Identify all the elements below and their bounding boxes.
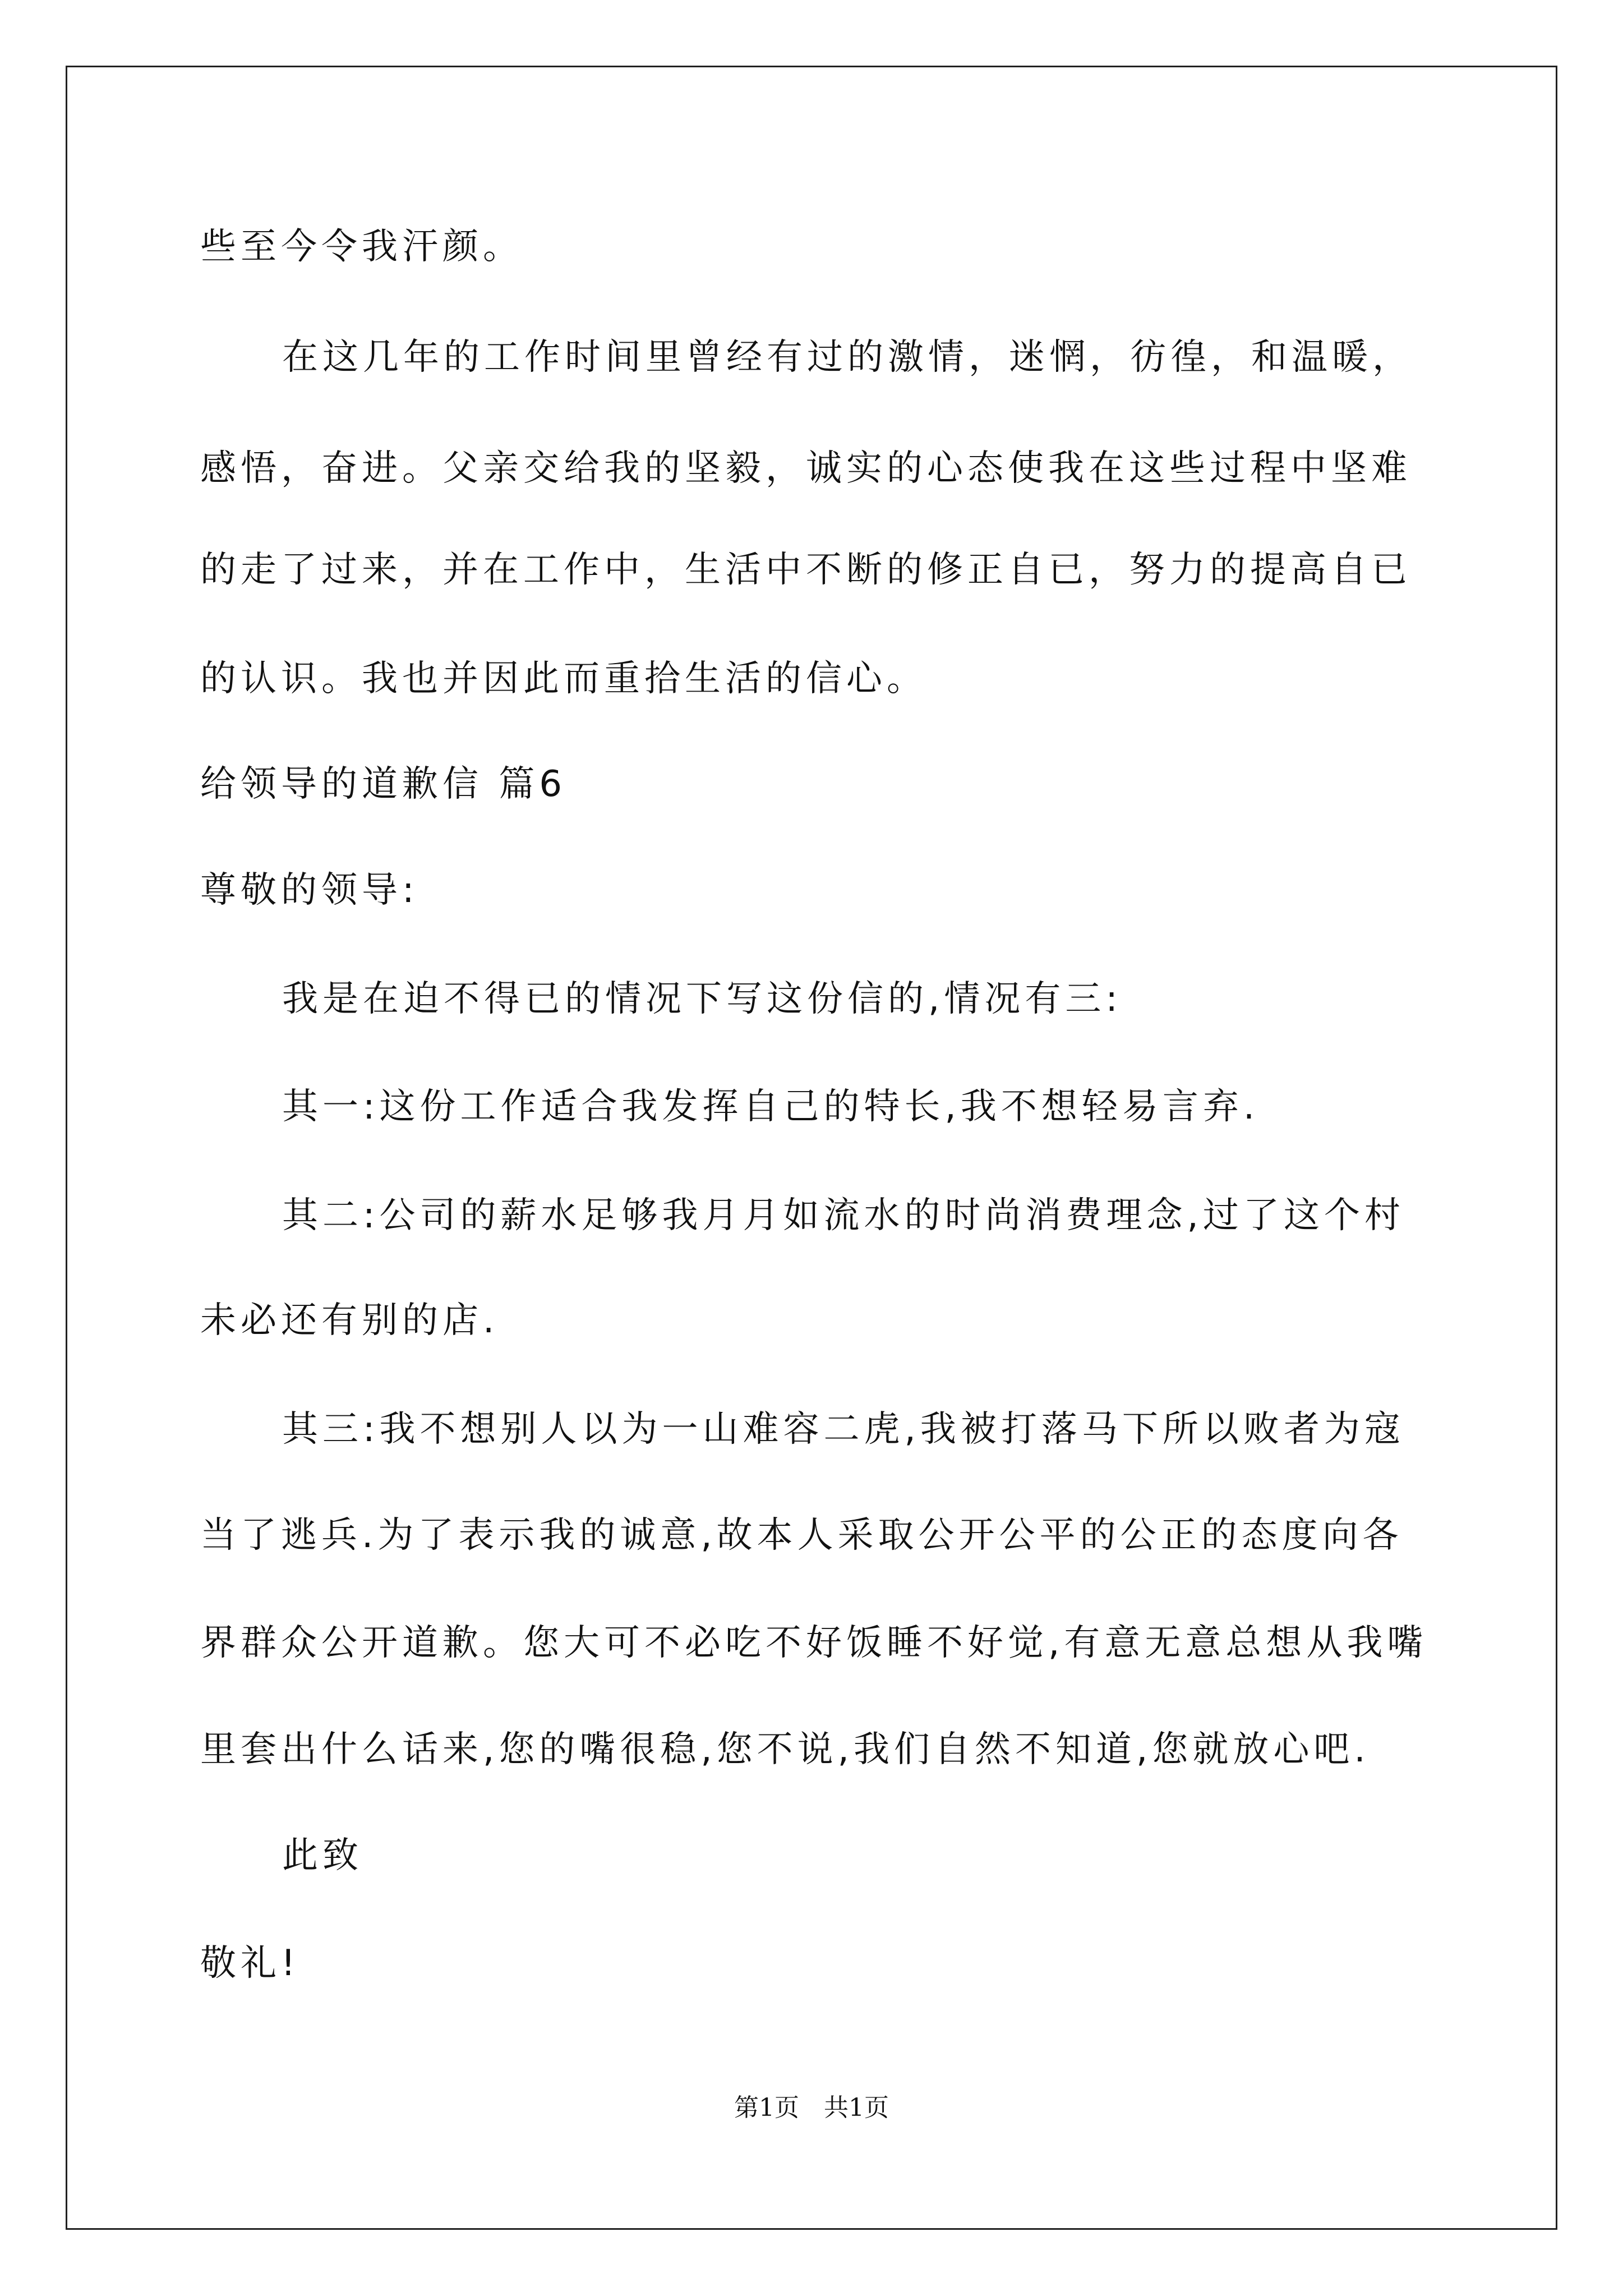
closing-regards: 敬礼! bbox=[200, 1943, 300, 1984]
section-heading: 给领导的道歉信 篇6 bbox=[200, 763, 567, 805]
text-line: 其一:这份工作适合我发挥自己的特长,我不想轻易言弃. bbox=[282, 1086, 1260, 1128]
text-line: 我是在迫不得已的情况下写这份信的,情况有三: bbox=[282, 978, 1122, 1020]
text-line: 些至今令我汗颜。 bbox=[200, 226, 523, 268]
text-line: 未必还有别的店. bbox=[200, 1300, 499, 1341]
text-line: 感悟，奋进。父亲交给我的坚毅，诚实的心态使我在这些过程中坚难 bbox=[200, 448, 1412, 489]
page-footer: 第1页 共1页 bbox=[734, 2093, 889, 2122]
text-line: 当了逃兵.为了表示我的诚意,故本人采取公开公平的公正的态度向各 bbox=[200, 1515, 1403, 1556]
closing-line: 此致 bbox=[282, 1835, 363, 1876]
text-line: 里套出什么话来,您的嘴很稳,您不说,我们自然不知道,您就放心吧. bbox=[200, 1729, 1370, 1770]
text-line: 在这几年的工作时间里曾经有过的激情，迷惘，彷徨，和温暖， bbox=[282, 337, 1413, 378]
text-line: 界群众公开道歉。您大可不必吃不好饭睡不好觉,有意无意总想从我嘴 bbox=[200, 1622, 1428, 1664]
text-line: 其三:我不想别人以为一山难容二虎,我被打落马下所以败者为寇 bbox=[282, 1409, 1405, 1450]
text-line: 其二:公司的薪水足够我月月如流水的时尚消费理念,过了这个村 bbox=[282, 1195, 1405, 1236]
text-line: 的认识。我也并因此而重拾生活的信心。 bbox=[200, 658, 927, 700]
text-line: 的走了过来，并在工作中，生活中不断的修正自已，努力的提高自已 bbox=[200, 549, 1412, 591]
page-border bbox=[66, 66, 1557, 2230]
salutation: 尊敬的领导: bbox=[200, 869, 419, 911]
